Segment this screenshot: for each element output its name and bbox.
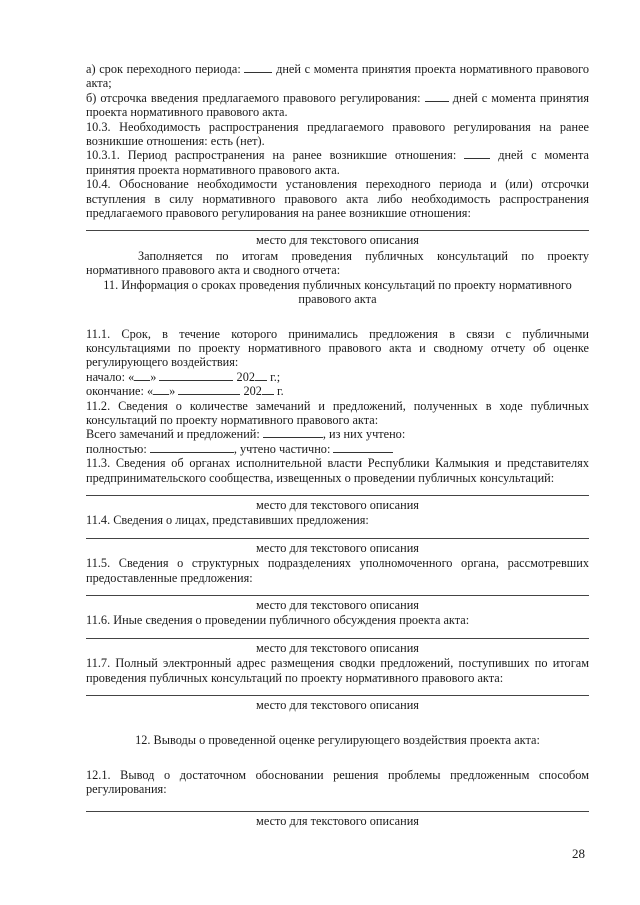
- text-description-caption: место для текстового описания: [256, 698, 419, 713]
- paragraph-10-2-b: б) отсрочка введения предлагаемого правового регулирования: дней с момента принятия проекта нормативного правового акта.: [86, 90, 590, 120]
- text-description-line: [86, 538, 589, 539]
- text-description-line: [86, 811, 589, 812]
- blank-field: [333, 443, 393, 453]
- accounted-proposals-line: полностью: , учтено частично:: [86, 442, 589, 456]
- paragraph-10-4: 10.4. Обоснование необходимости установления переходного периода и (или) отсрочки вступления в силу нормативного правового акта либо необходимость распространения предлагаемого правового регулирования на ранее возникшие отношения:: [86, 177, 589, 221]
- text-description-line: [86, 495, 589, 496]
- text-description-caption: место для текстового описания: [256, 497, 419, 512]
- paragraph-11-5: 11.5. Сведения о структурных подразделениях уполномоченного органа, рассмотревших предоставленные предложения:: [86, 556, 589, 585]
- total-proposals-line: Всего замечаний и предложений: , из них учтено:: [86, 427, 406, 442]
- paragraph-11-7: 11.7. Полный электронный адрес размещения сводки предложений, поступивших по итогам проведения публичных консультаций по проекту нормативного правового акта:: [86, 656, 589, 685]
- blank-field: [263, 428, 323, 438]
- paragraph-11-1: 11.1. Срок, в течение которого принимались предложения в связи с публичными консультациями по проекту нормативного правового акта и сводному отчету об оценке регулирующего воздействия:: [86, 326, 589, 370]
- page-number: 28: [572, 846, 585, 861]
- section-11-heading: 11. Информация о сроках проведения публичных консультаций по проекту нормативного правового акта: [103, 277, 572, 307]
- blank-field: [255, 371, 267, 381]
- text-description-caption: место для текстового описания: [256, 813, 419, 828]
- paragraph-10-3-1: 10.3.1. Период распространения на ранее возникшие отношения: дней с момента принятия проекта нормативного правового акта.: [86, 148, 590, 177]
- paragraph-11-6: 11.6. Иные сведения о проведении публичного обсуждения проекта акта:: [86, 613, 470, 628]
- public-consultation-note: Заполняется по итогам проведения публичных консультаций по проекту нормативного правового акта и сводного отчета:: [86, 248, 589, 278]
- paragraph-10-3: 10.3. Необходимость распространения предлагаемого правового регулирования на ранее возникшие отношения: есть (нет).: [86, 119, 589, 149]
- section-12-heading: 12. Выводы о проведенной оценке регулирующего воздействия проекта акта:: [135, 733, 540, 748]
- blank-field: [464, 149, 490, 159]
- blank-field: [178, 385, 240, 395]
- text-description-caption: место для текстового описания: [256, 540, 419, 555]
- blank-field: [150, 443, 234, 453]
- paragraph-11-4: 11.4. Сведения о лицах, представивших предложения:: [86, 513, 369, 528]
- blank-field: [425, 92, 449, 102]
- blank-field: [159, 371, 233, 381]
- blank-field: [153, 385, 169, 395]
- text-description-line: [86, 230, 589, 231]
- paragraph-11-2: 11.2. Сведения о количестве замечаний и предложений, полученных в ходе публичных консультаций по проекту нормативного правового акта:: [86, 398, 589, 427]
- paragraph-12-1: 12.1. Вывод о достаточном обосновании решения проблемы предложенным способом регулирования:: [86, 767, 589, 797]
- paragraph-10-2-a: а) срок переходного периода: дней с момента принятия проекта нормативного правового акта;: [86, 62, 589, 91]
- text-description-line: [86, 638, 589, 639]
- blank-field: [244, 63, 272, 73]
- consultation-end-date: окончание: « » 202 г.: [86, 384, 284, 399]
- document-body: [86, 62, 589, 829]
- text-description-line: [86, 595, 589, 596]
- consultation-start-date: начало: « » 202 г.;: [86, 369, 281, 384]
- text-description-line: [86, 695, 589, 696]
- text-description-caption: место для текстового описания: [256, 598, 419, 612]
- text-description-caption: место для текстового описания: [256, 233, 419, 248]
- paragraph-11-3: 11.3. Сведения об органах исполнительной власти Республики Калмыкия и представителях предпринимательского сообщества, извещенных о проведении публичных консультаций:: [86, 456, 589, 485]
- blank-field: [262, 385, 274, 395]
- text-description-caption: место для текстового описания: [256, 640, 419, 655]
- blank-field: [134, 371, 150, 381]
